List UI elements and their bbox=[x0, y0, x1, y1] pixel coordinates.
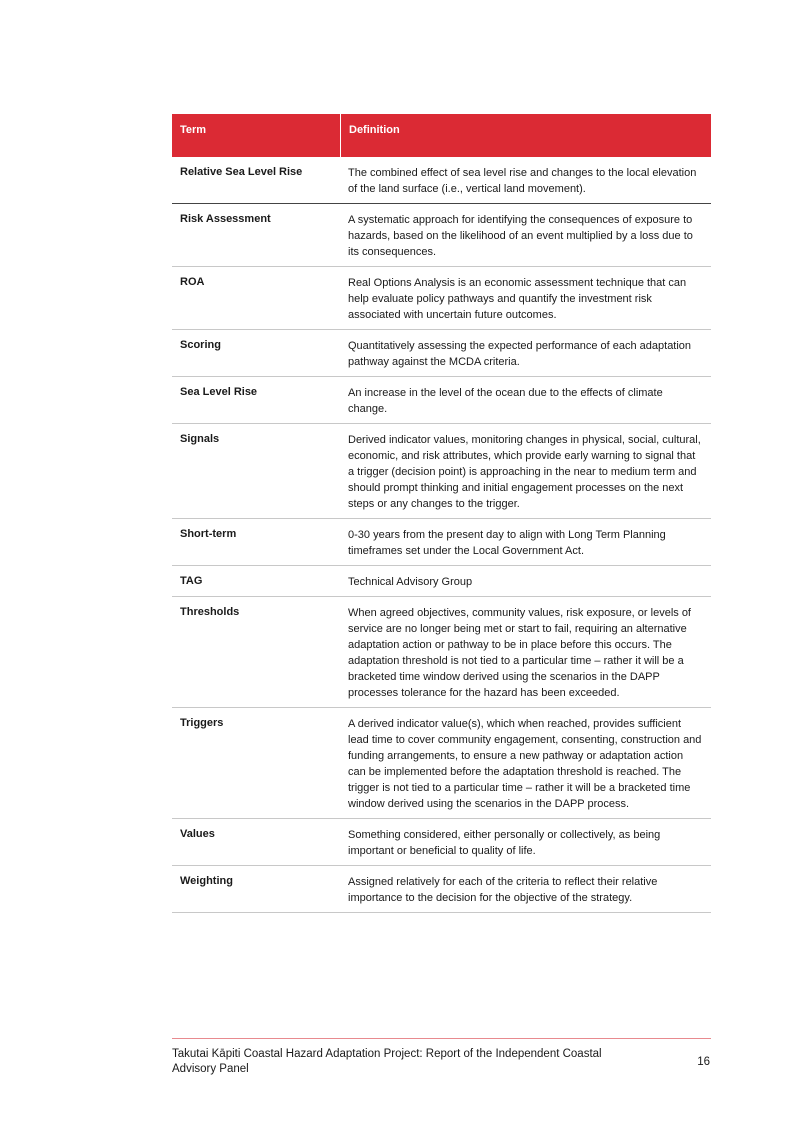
row-term: ROA bbox=[180, 276, 205, 288]
row-term: Thresholds bbox=[180, 606, 240, 618]
row-definition: A derived indicator value(s), which when reached, provides sufficient lead time to cover community engagement, consenting, construction and funding arrangements, to ensure a new pathway or adaptation action can be implemented before the adaptation threshold is reached. The trigger is not tied to a particular time – rather it will be a bracketed time window derived using the scenarios in the DAPP process. bbox=[348, 718, 702, 810]
table-row bbox=[172, 819, 711, 866]
row-term: Sea Level Rise bbox=[180, 386, 258, 398]
table-row bbox=[172, 204, 711, 267]
glossary-table bbox=[172, 114, 711, 913]
footer-document-title: Takutai Kāpiti Coastal Hazard Adaptation Project: Report of the Independent Coastal Advisory Panel bbox=[172, 1048, 602, 1075]
table-row bbox=[172, 708, 711, 819]
row-definition: Quantitatively assessing the expected performance of each adaptation pathway against the MCDA criteria. bbox=[348, 340, 692, 368]
table-row bbox=[172, 519, 711, 566]
row-term: Scoring bbox=[180, 339, 221, 351]
table-header bbox=[172, 114, 711, 157]
table-row bbox=[172, 424, 711, 519]
row-term: Weighting bbox=[180, 875, 233, 887]
row-term: Values bbox=[180, 828, 215, 840]
row-term: Signals bbox=[180, 433, 220, 445]
row-term: Short-term bbox=[180, 528, 237, 540]
table-row bbox=[172, 267, 711, 330]
row-definition: Something considered, either personally or collectively, as being important or beneficial to quality of life. bbox=[348, 829, 661, 857]
row-definition: Real Options Analysis is an economic assessment technique that can help evaluate policy pathways and quantify the investment risk associated with uncertain future outcomes. bbox=[348, 277, 687, 321]
row-definition: Assigned relatively for each of the criteria to reflect their relative importance to the decision for the objective of the strategy. bbox=[348, 876, 658, 904]
row-definition: 0-30 years from the present day to align with Long Term Planning timeframes set under the Local Government Act. bbox=[348, 529, 666, 557]
page-number: 16 bbox=[697, 1056, 710, 1068]
row-definition: Derived indicator values, monitoring changes in physical, social, cultural, economic, and risk attributes, which provide early warning to signal that a trigger (decision point) is approaching in the near to medium term and should prompt thinking and initial engagement processes on the next steps or any changes to the trigger. bbox=[348, 434, 701, 510]
row-term: Triggers bbox=[180, 717, 224, 729]
row-definition: An increase in the level of the ocean due to the effects of climate change. bbox=[348, 387, 663, 415]
definition-column-header: Definition bbox=[340, 114, 711, 157]
table-row bbox=[172, 157, 711, 204]
row-definition: When agreed objectives, community values, risk exposure, or levels of service are no longer being met or start to fail, requiring an alternative adaptation action or pathway to be in place before this occurs. The adaptation threshold is not tied to a particular time – rather it will be a bracketed time window derived using the scenarios in the DAPP processes tolerance for the hazard has been exceeded. bbox=[348, 607, 691, 699]
row-definition: The combined effect of sea level rise and changes to the local elevation of the land surface (i.e., vertical land movement). bbox=[348, 167, 697, 195]
table-row bbox=[172, 866, 711, 913]
table-row bbox=[172, 377, 711, 424]
row-term: Relative Sea Level Rise bbox=[180, 166, 303, 178]
table-row bbox=[172, 597, 711, 708]
row-term: Risk Assessment bbox=[180, 213, 271, 225]
row-definition: Technical Advisory Group bbox=[348, 576, 473, 588]
term-column-header: Term bbox=[180, 124, 207, 136]
footer-divider bbox=[172, 1038, 711, 1039]
table-row bbox=[172, 330, 711, 377]
table-row bbox=[172, 566, 711, 597]
row-term: TAG bbox=[180, 575, 203, 587]
row-definition: A systematic approach for identifying the consequences of exposure to hazards, based on the likelihood of an event multiplied by a loss due to its consequences. bbox=[348, 214, 693, 258]
